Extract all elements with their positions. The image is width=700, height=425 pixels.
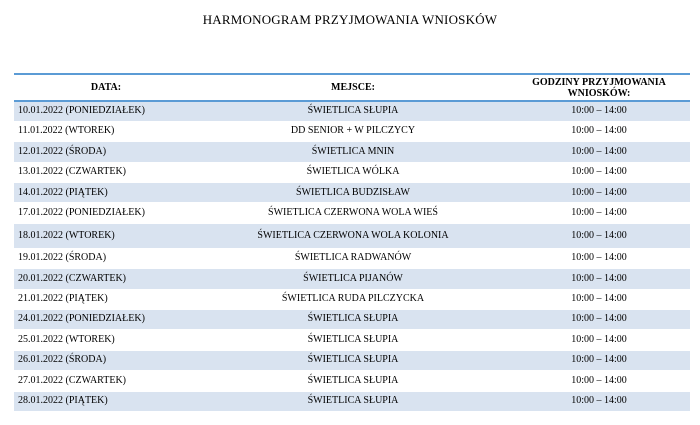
place-cell: ŚWIETLICA CZERWONA WOLA KOLONIA (198, 223, 508, 248)
date-cell: 27.01.2022 (CZWARTEK) (14, 371, 198, 391)
table-row (14, 183, 690, 203)
date-cell: 19.01.2022 (ŚRODA) (14, 248, 198, 268)
date-cell: 14.01.2022 (PIĄTEK) (14, 183, 198, 203)
hours-cell: 10:00 – 14:00 (508, 223, 690, 248)
table-row (14, 391, 690, 411)
hours-cell: 10:00 – 14:00 (508, 248, 690, 268)
date-cell: 28.01.2022 (PIĄTEK) (14, 391, 198, 411)
date-cell: 11.01.2022 (WTOREK) (14, 121, 198, 141)
table-row (14, 162, 690, 182)
hours-cell: 10:00 – 14:00 (508, 391, 690, 411)
table-row (14, 310, 690, 330)
place-cell: ŚWIETLICA CZERWONA WOLA WIEŚ (198, 203, 508, 223)
column-header-hours: GODZINY PRZYJMOWANIA WNIOSKÓW: (508, 74, 690, 101)
table-row (14, 121, 690, 141)
hours-cell: 10:00 – 14:00 (508, 350, 690, 370)
date-cell: 18.01.2022 (WTOREK) (14, 223, 198, 248)
table-row (14, 350, 690, 370)
column-header-place: MEJSCE: (198, 74, 508, 101)
hours-cell: 10:00 – 14:00 (508, 183, 690, 203)
place-cell: ŚWIETLICA RADWANÓW (198, 248, 508, 268)
table-row (14, 223, 690, 248)
date-cell: 21.01.2022 (PIĄTEK) (14, 289, 198, 309)
place-cell: ŚWIETLICA SŁUPIA (198, 350, 508, 370)
place-cell: ŚWIETLICA SŁUPIA (198, 310, 508, 330)
place-cell: ŚWIETLICA SŁUPIA (198, 391, 508, 411)
schedule-table (14, 73, 690, 412)
table-row (14, 289, 690, 309)
hours-cell: 10:00 – 14:00 (508, 289, 690, 309)
hours-cell: 10:00 – 14:00 (508, 269, 690, 289)
date-cell: 20.01.2022 (CZWARTEK) (14, 269, 198, 289)
table-row (14, 101, 690, 121)
date-cell: 13.01.2022 (CZWARTEK) (14, 162, 198, 182)
date-cell: 26.01.2022 (ŚRODA) (14, 350, 198, 370)
table-header-row (14, 74, 690, 101)
place-cell: ŚWIETLICA WÓLKA (198, 162, 508, 182)
place-cell: ŚWIETLICA SŁUPIA (198, 371, 508, 391)
place-cell: ŚWIETLICA BUDZISŁAW (198, 183, 508, 203)
table-row (14, 248, 690, 268)
hours-cell: 10:00 – 14:00 (508, 203, 690, 223)
table-row (14, 330, 690, 350)
document-title: HARMONOGRAM PRZYJMOWANIA WNIOSKÓW (202, 12, 498, 27)
hours-cell: 10:00 – 14:00 (508, 121, 690, 141)
hours-cell: 10:00 – 14:00 (508, 310, 690, 330)
table-row (14, 371, 690, 391)
date-cell: 25.01.2022 (WTOREK) (14, 330, 198, 350)
place-cell: ŚWIETLICA MNIN (198, 142, 508, 162)
date-cell: 24.01.2022 (PONIEDZIAŁEK) (14, 310, 198, 330)
hours-cell: 10:00 – 14:00 (508, 371, 690, 391)
date-cell: 12.01.2022 (ŚRODA) (14, 142, 198, 162)
column-header-date: DATA: (14, 74, 198, 101)
hours-cell: 10:00 – 14:00 (508, 101, 690, 121)
place-cell: ŚWIETLICA PIJANÓW (198, 269, 508, 289)
hours-cell: 10:00 – 14:00 (508, 330, 690, 350)
hours-cell: 10:00 – 14:00 (508, 142, 690, 162)
place-cell: ŚWIETLICA SŁUPIA (198, 101, 508, 121)
hours-cell: 10:00 – 14:00 (508, 162, 690, 182)
date-cell: 10.01.2022 (PONIEDZIAŁEK) (14, 101, 198, 121)
date-cell: 17.01.2022 (PONIEDZIAŁEK) (14, 203, 198, 223)
table-row (14, 269, 690, 289)
place-cell: DD SENIOR + W PILCZYCY (198, 121, 508, 141)
place-cell: ŚWIETLICA RUDA PILCZYCKA (198, 289, 508, 309)
place-cell: ŚWIETLICA SŁUPIA (198, 330, 508, 350)
table-row (14, 203, 690, 223)
table-row (14, 142, 690, 162)
